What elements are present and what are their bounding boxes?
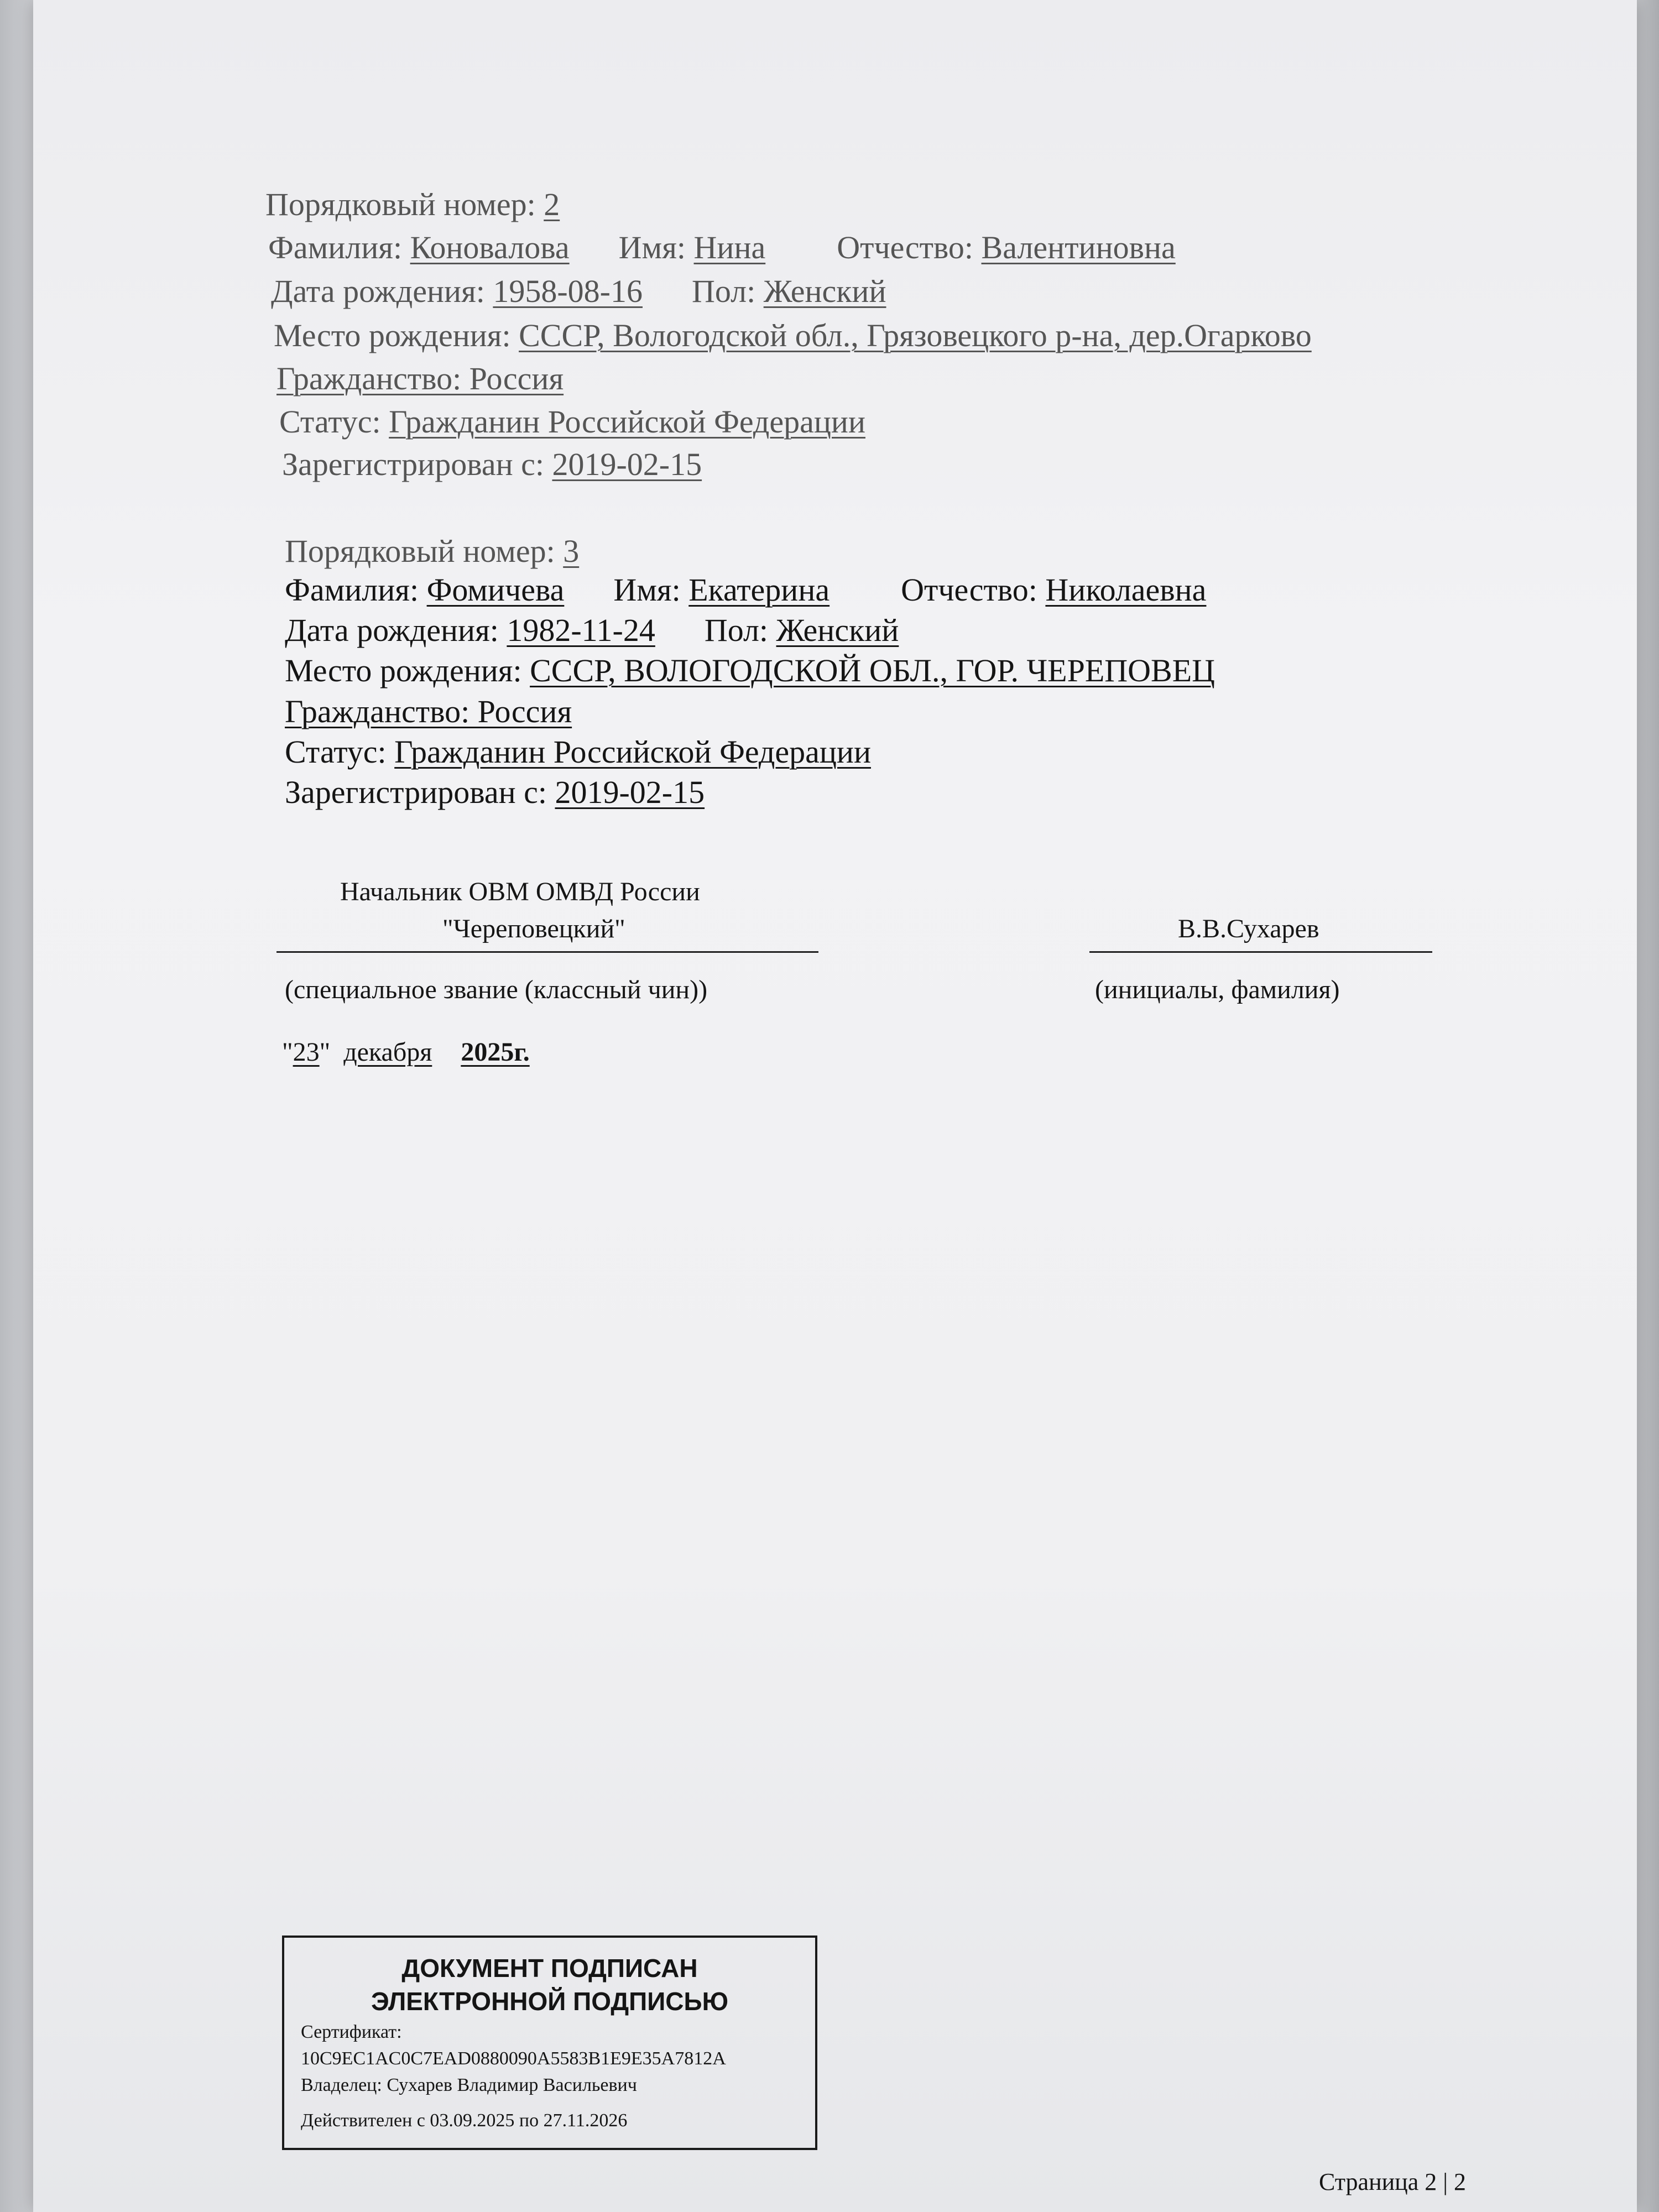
date-day: 23 — [293, 1037, 320, 1067]
registered-line — [285, 773, 705, 812]
birthplace-line — [285, 651, 1215, 690]
birthplace-label: Место рождения: — [285, 653, 522, 688]
position-title: Начальник ОВМ ОМВД России — [340, 877, 700, 906]
registered-value: 2019-02-15 — [555, 774, 705, 810]
birthdate-value: 1982-11-24 — [507, 612, 655, 648]
certificate-value: 10C9EC1AC0C7EAD0880090A5583B1E9E35A7812A — [301, 2048, 726, 2069]
registered-line — [282, 445, 702, 484]
number-label: Порядковый номер: — [285, 533, 555, 569]
document-page — [33, 0, 1637, 2212]
surname-value: Фомичева — [426, 572, 565, 608]
certificate-validity: Действителен с 03.09.2025 по 27.11.2026 — [301, 2110, 628, 2131]
citizenship-line — [276, 359, 564, 398]
name-line — [285, 571, 1206, 609]
patronymic-label: Отчество: — [837, 229, 974, 265]
initials-caption: (инициалы, фамилия) — [1095, 975, 1340, 1004]
first-name-value: Екатерина — [688, 572, 830, 608]
date-year: 2025г. — [461, 1037, 530, 1067]
signer-name-line — [1089, 951, 1432, 953]
citizenship-value: Гражданство: Россия — [285, 693, 572, 729]
sex-value: Женский — [776, 612, 899, 648]
registered-value: 2019-02-15 — [552, 446, 702, 482]
stamp-title-line1: ДОКУМЕНТ ПОДПИСАН — [401, 1954, 698, 1983]
birthdate-label: Дата рождения: — [285, 612, 499, 648]
status-value: Гражданин Российской Федерации — [389, 404, 865, 440]
rank-signature-line — [276, 951, 818, 953]
rank-caption: (специальное звание (классный чин)) — [285, 975, 708, 1004]
first-name-value: Нина — [693, 229, 766, 265]
birthdate-label: Дата рождения: — [271, 273, 485, 309]
patronymic-value: Николаевна — [1045, 572, 1207, 608]
stamp-title-line2: ЭЛЕКТРОННОЙ ПОДПИСЬЮ — [371, 1987, 729, 2016]
sex-label: Пол: — [704, 612, 769, 648]
status-line — [285, 733, 871, 771]
sex-value: Женский — [763, 273, 886, 309]
birthplace-line — [274, 316, 1312, 355]
number-value: 3 — [563, 533, 580, 569]
certificate-owner: Владелец: Сухарев Владимир Васильевич — [301, 2075, 637, 2095]
registered-label: Зарегистрирован с: — [285, 774, 547, 810]
patronymic-value: Валентиновна — [981, 229, 1176, 265]
surname-value: Коновалова — [410, 229, 570, 265]
status-value: Гражданин Российской Федерации — [394, 734, 871, 770]
birthplace-value: СССР, Вологодской обл., Грязовецкого р-на, дер.Огарково — [519, 317, 1312, 353]
first-name-label: Имя: — [618, 229, 686, 265]
electronic-signature-stamp — [282, 1936, 817, 2150]
number-value: 2 — [544, 186, 560, 222]
date-month: декабря — [343, 1037, 432, 1067]
surname-label: Фамилия: — [268, 229, 403, 265]
signature-date: "23" декабря 2025г. — [282, 1037, 530, 1067]
birthplace-label: Место рождения: — [274, 317, 511, 353]
status-label: Статус: — [285, 734, 387, 770]
department-name: "Череповецкий" — [442, 914, 625, 943]
record-number-line — [285, 532, 579, 571]
citizenship-value: Гражданство: Россия — [276, 361, 564, 397]
citizenship-line — [285, 692, 572, 731]
birthdate-line — [271, 272, 886, 311]
patronymic-label: Отчество: — [901, 572, 1037, 608]
status-line — [279, 403, 865, 441]
page-number: Страница 2 | 2 — [1319, 2168, 1467, 2195]
signer-name: В.В.Сухарев — [1178, 914, 1319, 943]
record-number-line — [265, 185, 560, 224]
registered-label: Зарегистрирован с: — [282, 446, 544, 482]
number-label: Порядковый номер: — [265, 186, 536, 222]
birthdate-value: 1958-08-16 — [493, 273, 643, 309]
first-name-label: Имя: — [613, 572, 681, 608]
sex-label: Пол: — [692, 273, 756, 309]
name-line — [268, 228, 1176, 267]
status-label: Статус: — [279, 404, 381, 440]
certificate-label: Сертификат: — [301, 2022, 402, 2042]
birthplace-value: СССР, ВОЛОГОДСКОЙ ОБЛ., ГОР. ЧЕРЕПОВЕЦ — [530, 653, 1215, 688]
surname-label: Фамилия: — [285, 572, 419, 608]
birthdate-line — [285, 611, 899, 650]
